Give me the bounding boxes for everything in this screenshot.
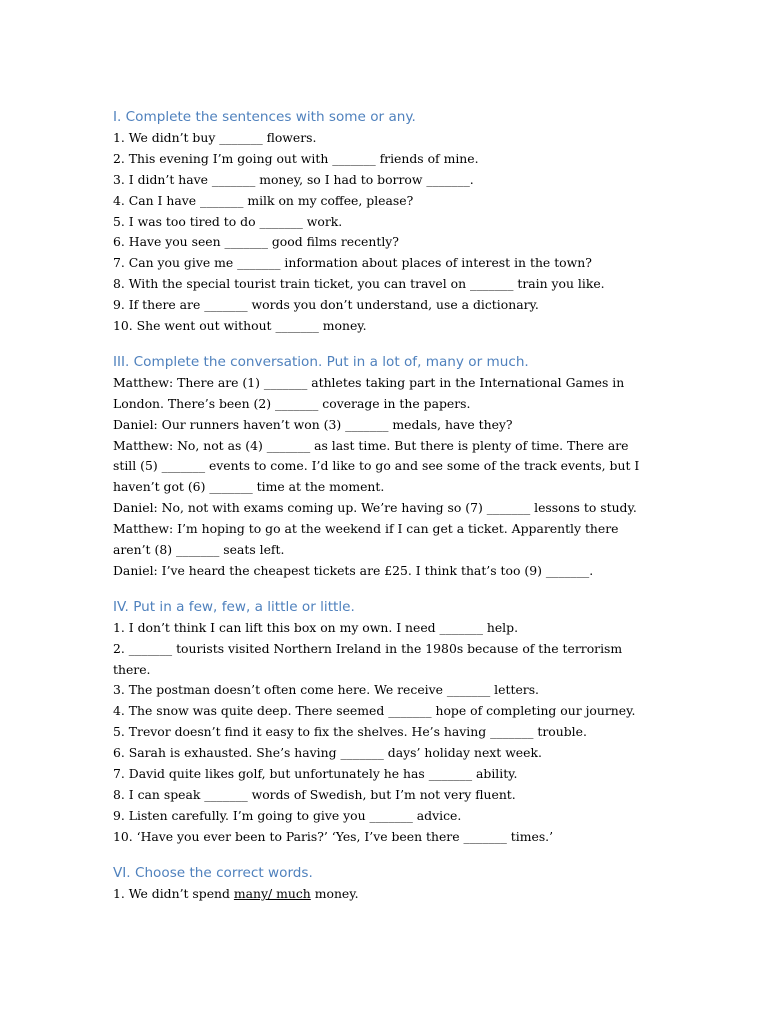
exercise-line: 2. _______ tourists visited Northern Ireland in the 1980s because of the terrorism <box>113 640 623 656</box>
answer-choice: many/ much <box>233 885 311 901</box>
conversation-line: Matthew: I’m hoping to go at the weekend if I can get a ticket. Apparently there <box>113 521 619 537</box>
section-heading: III. Complete the conversation. Put in a lot of, many or much. <box>113 353 529 370</box>
worksheet-page <box>113 106 658 905</box>
exercise-line: 1. We didn’t buy _______ flowers. <box>113 130 317 145</box>
conversation-line: Matthew: No, not as (4) _______ as last time. But there is plenty of time. There are <box>113 437 629 453</box>
conversation-line: haven’t got (6) _______ time at the moment. <box>113 479 385 495</box>
conversation-line: Daniel: No, not with exams coming up. We’re having so (7) _______ lessons to study. <box>113 500 637 516</box>
conversation-line: aren’t (8) _______ seats left. <box>113 542 285 558</box>
exercise-text: 1. We didn’t spend <box>113 885 234 901</box>
exercise-line: 8. I can speak _______ words of Swedish, but I’m not very fluent. <box>113 786 516 802</box>
exercise-line: 9. Listen carefully. I’m going to give you _______ advice. <box>113 807 462 823</box>
exercise-line: 6. Have you seen _______ good films recently? <box>113 234 399 250</box>
exercise-line <box>113 884 658 905</box>
exercise-line: 1. I don’t think I can lift this box on my own. I need _______ help. <box>113 619 519 635</box>
section-few-little <box>113 596 658 848</box>
exercise-line: 6. Sarah is exhausted. She’s having _______ days’ holiday next week. <box>113 745 542 761</box>
exercise-line: 10. ‘Have you ever been to Paris?’ ‘Yes, I’ve been there _______ times.’ <box>113 828 554 844</box>
exercise-line: 4. Can I have _______ milk on my coffee, please? <box>113 192 414 208</box>
conversation-line: Daniel: I’ve heard the cheapest tickets are £25. I think that’s too (9) _______. <box>113 562 594 578</box>
exercise-line: 7. Can you give me _______ information about places of interest in the town? <box>113 255 592 271</box>
exercise-line: 10. She went out without _______ money. <box>113 318 367 334</box>
exercise-line: 5. Trevor doesn’t find it easy to fix the shelves. He’s having _______ trouble. <box>113 724 587 740</box>
exercise-line: 9. If there are _______ words you don’t understand, use a dictionary. <box>113 297 539 313</box>
section-spacer <box>113 337 658 351</box>
exercise-line: 8. With the special tourist train ticket, you can travel on _______ train you like. <box>113 276 605 292</box>
exercise-line: 3. I didn’t have _______ money, so I had to borrow _______. <box>113 171 474 187</box>
exercise-text: money. <box>310 885 359 901</box>
exercise-line: 4. The snow was quite deep. There seemed _______ hope of completing our journey. <box>113 703 636 719</box>
exercise-line: 5. I was too tired to do _______ work. <box>113 213 343 229</box>
conversation-line: still (5) _______ events to come. I’d like to go and see some of the track events, but I <box>113 458 640 474</box>
section-heading: IV. Put in a few, few, a little or little. <box>113 598 355 615</box>
section-choose-words <box>113 862 658 905</box>
section-spacer <box>113 848 658 862</box>
exercise-line: there. <box>113 661 151 677</box>
section-heading: VI. Choose the correct words. <box>113 864 313 881</box>
conversation-line: Daniel: Our runners haven’t won (3) _______ medals, have they? <box>113 416 513 432</box>
conversation-line: Matthew: There are (1) _______ athletes taking part in the International Games in <box>113 374 625 390</box>
section-heading: I. Complete the sentences with some or any. <box>113 109 416 125</box>
section-some-any <box>113 106 658 337</box>
section-conversation <box>113 351 658 582</box>
section-spacer <box>113 582 658 596</box>
exercise-line: 7. David quite likes golf, but unfortunately he has _______ ability. <box>113 766 518 782</box>
exercise-line: 3. The postman doesn’t often come here. We receive _______ letters. <box>113 682 539 698</box>
conversation-line: London. There’s been (2) _______ coverage in the papers. <box>113 395 471 411</box>
exercise-line: 2. This evening I’m going out with _______ friends of mine. <box>113 150 479 166</box>
